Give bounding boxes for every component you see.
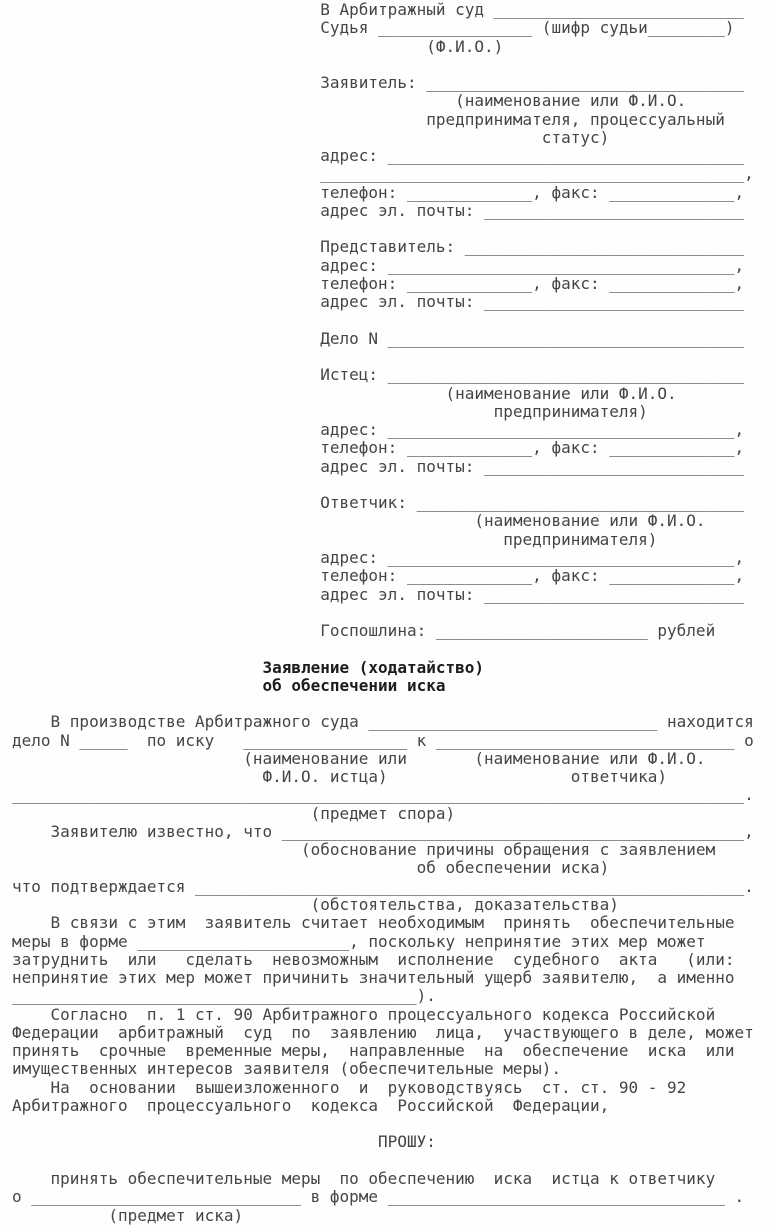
doc-line: Арбитражного процессуального кодекса Российской Федерации,: [12, 1095, 610, 1115]
doc-line: адрес эл. почты: ___________________________: [12, 456, 745, 476]
doc-line: [12, 476, 770, 494]
doc-line: ____________________________________________________________________________.: [12, 785, 754, 805]
doc-line: Судья ________________ (шифр судьи________): [12, 18, 735, 38]
doc-line: дело N _____ по иску _________________ к _______________________________ о: [12, 730, 754, 750]
doc-line: [12, 604, 770, 622]
doc-line: статус): [12, 127, 610, 147]
doc-line: адрес: ____________________________________,: [12, 547, 745, 567]
doc-line: В связи с этим заявитель считает необходимым принять обеспечительные: [12, 913, 735, 933]
doc-line: меры в форме ______________________, поскольку непринятие этих мер может: [12, 931, 706, 951]
doc-line: (наименование или Ф.И.О.: [12, 511, 706, 531]
doc-line: __________________________________________).: [12, 986, 436, 1006]
doc-line: (обстоятельства, доказательства): [12, 895, 619, 915]
doc-line: На основании вышеизложенного и руководствуясь ст. ст. 90 - 92: [12, 1077, 687, 1097]
doc-line: Федерации арбитражный суд по заявлению лица, участвующего в деле, может: [12, 1022, 754, 1042]
doc-line: Ответчик: __________________________________: [12, 493, 745, 513]
doc-line: (предмет спора): [12, 803, 456, 823]
doc-line: телефон: _____________, факс: _____________,: [12, 438, 745, 458]
doc-line: [12, 220, 770, 238]
doc-line: [12, 695, 770, 713]
doc-title-line: Заявление (ходатайство): [12, 657, 485, 677]
doc-line: [12, 640, 770, 658]
doc-line: Согласно п. 1 ст. 90 Арбитражного процессуального кодекса Российской: [12, 1004, 716, 1024]
doc-line: о ____________________________ в форме ___________________________________ .: [12, 1187, 745, 1207]
doc-line: имущественных интересов заявителя (обеспечительные меры).: [12, 1059, 562, 1079]
doc-line: [12, 312, 770, 330]
doc-line: принять обеспечительные меры по обеспечению иска истца к ответчику: [12, 1169, 716, 1188]
doc-line: непринятие этих мер может причинить значительный ущерб заявителю, а именно: [12, 968, 735, 988]
doc-line: (предмет иска): [12, 1205, 244, 1225]
doc-line: адрес эл. почты: ___________________________: [12, 292, 745, 312]
doc-title-line: об обеспечении иска: [12, 675, 446, 695]
doc-line: адрес: ____________________________________,: [12, 420, 745, 440]
doc-line: (Ф.И.О.): [12, 36, 504, 56]
doc-line: [12, 1115, 770, 1133]
doc-line: предпринимателя, процессуальный: [12, 109, 725, 129]
doc-line: предпринимателя): [12, 529, 658, 549]
doc-line: телефон: _____________, факс: _____________,: [12, 566, 745, 586]
doc-line: ПРОШУ:: [12, 1132, 436, 1152]
doc-line: Заявитель: _________________________________: [12, 73, 745, 93]
doc-line: Дело N _____________________________________: [12, 328, 745, 348]
doc-line: Заявителю известно, что ________________________________________________,: [12, 821, 754, 841]
doc-line: ____________________________________________,: [12, 164, 754, 184]
doc-line: что подтверждается _________________________________________________________.: [12, 876, 754, 896]
doc-line: адрес: _____________________________________: [12, 146, 745, 166]
doc-line: (обоснование причины обращения с заявлением: [12, 840, 716, 860]
doc-line: адрес эл. почты: ___________________________: [12, 200, 745, 220]
doc-line: Истец: _____________________________________: [12, 365, 745, 385]
doc-line: (наименование или (наименование или Ф.И.О.: [12, 748, 706, 768]
doc-line: (наименование или Ф.И.О.: [12, 91, 687, 111]
doc-line: адрес эл. почты: ___________________________: [12, 584, 745, 604]
doc-line: об обеспечении иска): [12, 858, 610, 878]
doc-line: адрес: ____________________________________,: [12, 255, 745, 275]
doc-line: телефон: _____________, факс: _____________,: [12, 182, 745, 202]
doc-line: телефон: _____________, факс: _____________,: [12, 273, 745, 293]
doc-line: (наименование или Ф.И.О.: [12, 383, 677, 403]
doc-line: [12, 1152, 770, 1170]
doc-line: Ф.И.О. истца) ответчика): [12, 767, 668, 787]
doc-line: принять срочные временные меры, направленные на обеспечение иска или: [12, 1041, 735, 1061]
doc-line: [12, 56, 770, 74]
doc-line: В Арбитражный суд __________________________: [12, 0, 745, 19]
doc-line: [12, 348, 770, 366]
doc-line: Госпошлина: ______________________ рублей: [12, 621, 716, 641]
doc-line: В производстве Арбитражного суда ______________________________ находится: [12, 712, 754, 732]
doc-line: Представитель: _____________________________: [12, 237, 745, 257]
doc-line: затруднить или сделать невозможным исполнение судебного акта (или:: [12, 949, 735, 969]
doc-line: предпринимателя): [12, 401, 648, 421]
